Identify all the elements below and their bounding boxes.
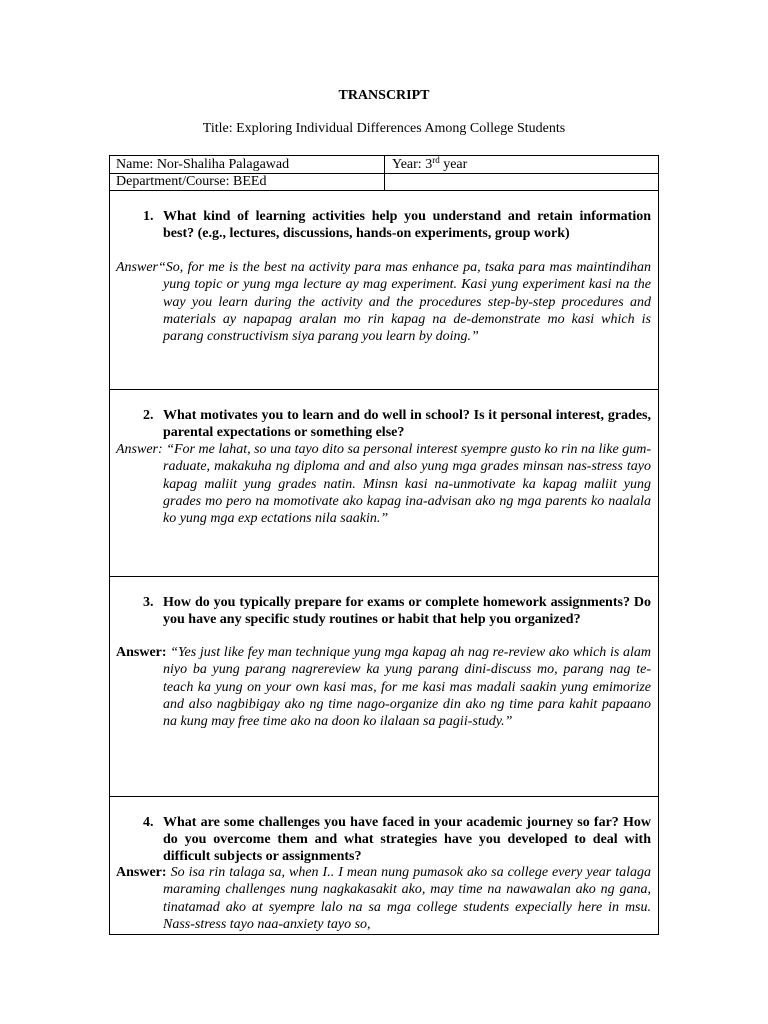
answer-body: “For me lahat, so una tayo dito sa personal interest syempre gusto ko rin na like gum-raduate, makakuha ng diploma and and also yung mga grades minsan nas-stress tayo kapag maliit yung grades natin. Minsn kasi na-unmotivate ka kapag maliit yung grades mo pero na momotivate ako kapag ina-advisan ako ng mga parents ko naalala ko yung mga exp ectations nila saakin.” (163, 442, 652, 527)
answer-text (116, 441, 651, 527)
answer-text (116, 864, 651, 933)
year-prefix: Year: 3 (392, 157, 433, 172)
question-text: What are some challenges you have faced in your academic journey so far? How do you overcome them and what strategies have you developed to deal with difficult subjects or assignments? (163, 815, 651, 864)
question-block-1 (110, 191, 658, 390)
document-title: TRANSCRIPT (338, 88, 430, 103)
answer-label: Answer: (116, 442, 163, 457)
year-superscript: rd (432, 155, 440, 165)
student-name: Name: Nor-Shaliha Palagawad (110, 156, 385, 173)
student-year (385, 156, 658, 173)
answer-label: Answer: (116, 645, 167, 660)
department-course: Department/Course: BEEd (110, 173, 385, 190)
info-row-department (110, 173, 658, 191)
question-number: 3. (143, 595, 154, 610)
question-number: 2. (143, 408, 154, 423)
answer-text (116, 644, 651, 730)
answer-text (116, 259, 651, 345)
question-text: What motivates you to learn and do well in school? Is it personal interest, grades, parental expectations or something else? (163, 408, 651, 440)
question-block-3 (110, 577, 658, 797)
answer-body: “So, for me is the best na activity para mas enhance pa, tsaka para mas maintindihan yung topic or yung mga lecture ay mag experiment. Kasi yung experiment kasi na the way you learn during the activity and the procedures step-by-step procedures and materials ay napapag aralan mo rin kapag na de-demonstrate mo kasi which is parang constructivism siya parang you learn by doing.” (158, 260, 651, 345)
table-bottom-border (109, 934, 659, 935)
question-block-2 (110, 390, 658, 577)
document-subtitle: Title: Exploring Individual Differences Among College Students (202, 121, 566, 136)
transcript-table (109, 155, 659, 935)
question-number: 1. (143, 209, 154, 224)
empty-cell (385, 173, 658, 190)
info-row-name-year (110, 156, 658, 174)
answer-body: So isa rin talaga sa, when I.. I mean nung pumasok ako sa college every year talaga maraming challenges nung nagkakasakit ako, may time na nawawalan ako ng gana, tinatamad ako at syempre lalo na sa mga college students expecially here in msu. Nass-stress tayo naa-anxiety tayo so, (163, 865, 652, 932)
question-text: What kind of learning activities help you understand and retain information best? (e.g., lectures, discussions, hands-on experiments, group work) (163, 209, 651, 241)
answer-label: Answer (116, 260, 158, 275)
answer-label: Answer: (116, 865, 167, 880)
answer-body: “Yes just like fey man technique yung mga kapag ah nag re-review ako which is alam niyo ba yung parang nagrereview ka yung parang dini-discuss mo, parang nag te-teach ka yung on your own kasi mas, for me kasi mas madali saakin yung emimorize and also nagbibigay ako ng time nago-organize din ako ng time para kahit papaano na kung may free time ako na doon ko ilalaan sa pagii-study.” (163, 645, 652, 730)
question-text: How do you typically prepare for exams or complete homework assignments? Do you have any specific study routines or habit that help you organized? (163, 595, 651, 627)
question-block-4 (110, 797, 658, 936)
year-suffix: year (439, 157, 468, 172)
question-number: 4. (143, 815, 154, 830)
